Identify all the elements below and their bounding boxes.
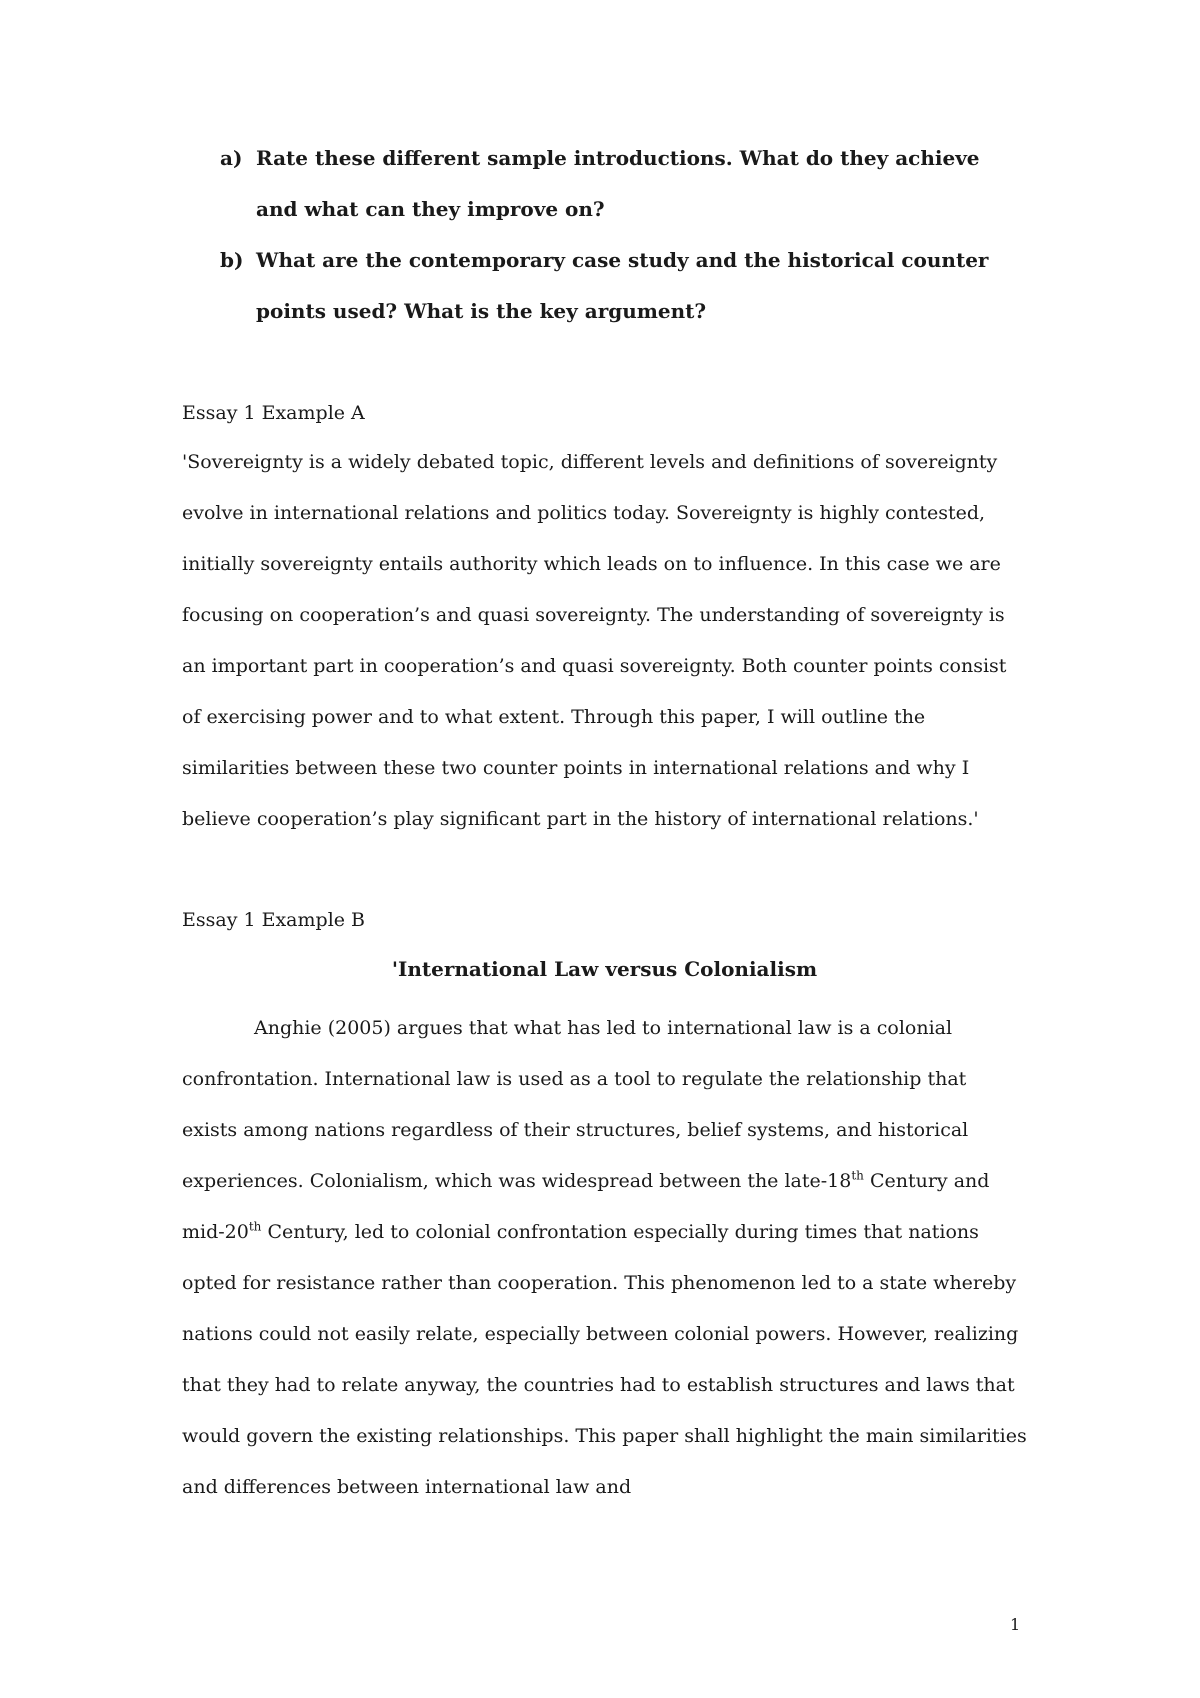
example-b-text-3: Century, led to colonial confrontation especially during times that nations opted for resistance rather than cooperation. This phenomenon led to a state whereby nations could not easily relate, especially between colonial powers. However, realizing that they had to relate anyway, the countries had to establish structures and laws that would govern the existing relationships. This paper shall highlight the main similarities and differences between international law and: [182, 1221, 1027, 1498]
example-b-text-2: Century and mid-20: [182, 1170, 990, 1243]
example-b-text-1: Anghie (2005) argues that what has led to international law is a colonial confrontation. International law is used as a tool to regulate the relationship that exists among nations regardless of their structures, belief systems, and historical experiences. Colonialism, which was widespread between the late-18: [182, 1017, 969, 1192]
example-a-paragraph: 'Sovereignty is a widely debated topic, different levels and definitions of sovereignty evolve in international relations and politics today. Sovereignty is highly contested, initially sovereignty entails authority which leads on to influence. In this case we are focusing on cooperation’s and quasi sovereignty. The understanding of sovereignty is an important part in cooperation’s and quasi sovereignty. Both counter points consist of exercising power and to what extent. Through this paper, I will outline the similarities between these two counter points in international relations and why I believe cooperation’s play significant part in the history of international relations.': [182, 451, 1007, 830]
page-number: 1: [1010, 1615, 1021, 1634]
example-a-heading: Essay 1 Example A: [182, 402, 365, 424]
example-b-title: 'International Law versus Colonialism: [391, 957, 818, 981]
question-b-text: What are the contemporary case study and the historical counter points used? What is the key argument?: [256, 248, 989, 323]
superscript-th-1: th: [851, 1168, 864, 1183]
example-b-heading: Essay 1 Example B: [182, 909, 366, 931]
question-a: [220, 133, 1020, 235]
question-b: [220, 235, 1020, 337]
question-a-text: Rate these different sample introductions. What do they achieve and what can they improve on?: [256, 146, 980, 221]
example-b-paragraph: [182, 1003, 1027, 1513]
question-b-marker: b): [220, 248, 244, 272]
superscript-th-2: th: [248, 1219, 262, 1234]
question-a-marker: a): [220, 146, 243, 170]
